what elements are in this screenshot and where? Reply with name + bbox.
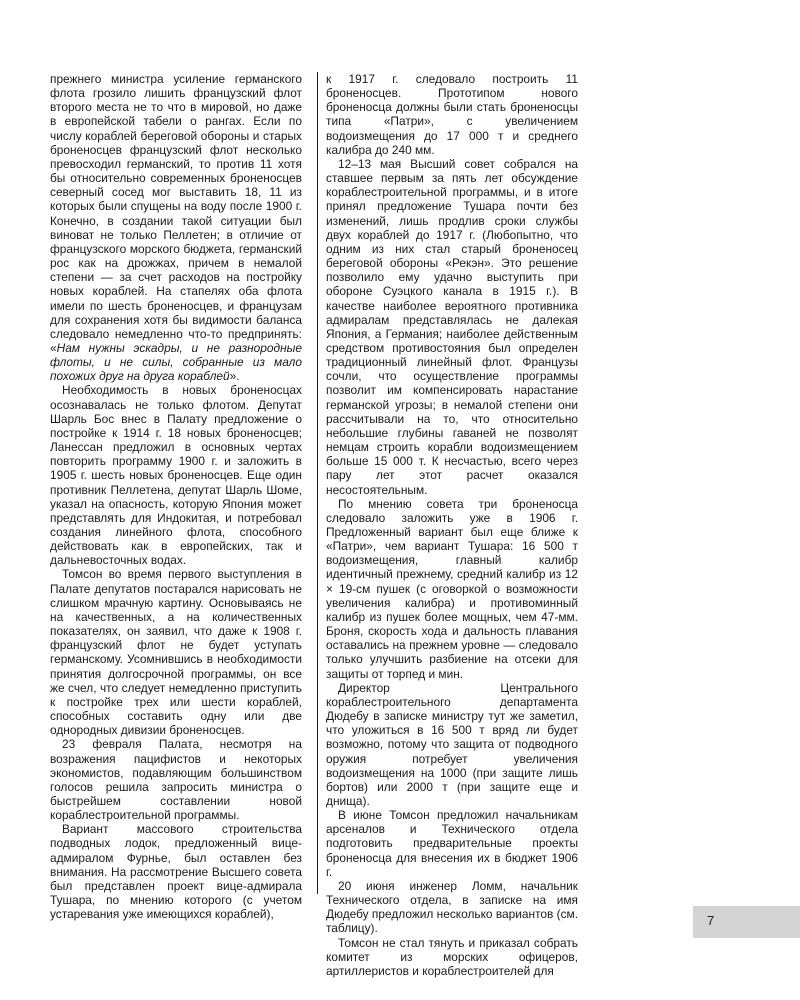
paragraph: 12–13 мая Высший совет собрался на ставшее первым за пять лет обсуждение кораблестроительной программы, и в итоге принял предложение Тушара почти без изменений, лишь продлив сроки службы двух кораблей до 1917 г. (Любопытно, что одним из них стал старый броненосец береговой обороны «Рекэн». Это решение позволило ему удачно выступить при обороне Суэцкого канала в 1915 г.). В качестве наиболее вероятного противника адмиралам представлялась не далекая Япония, а Германия; наиболее действенным средством противостояния был определен традиционный линейный флот. Французы сочли, что осуществление программы позволит им компенсировать нарастание германской угрозы; в немалой степени они рассчитывали на то, что относительно небольшие глубины гаваней не позволят немцам строить корабли водоизмещением больше 15 000 т. К несчастью, всего через пару лет этот расчет оказался несостоятельным.: [326, 156, 578, 497]
right-column: [326, 72, 578, 978]
paragraph: Томсон не стал тянуть и приказал собрать комитет из морских офицеров, артиллеристов и кораблестроителей для: [326, 935, 578, 978]
paragraph: к 1917 г. следовало построить 11 броненосцев. Прототипом нового броненосца должны были стать броненосцы типа «Патри», с увеличением водоизмещения до 17 000 т и среднего калибра до 240 мм.: [326, 72, 578, 157]
paragraph: Необходимость в новых броненосцах осознавалась не только флотом. Депутат Шарль Бос внес в Палату предложение о постройке к 1914 г. 18 новых броненосцев; Ланессан предложил в основных чертах повторить программу 1900 г. и заложить в 1905 г. шесть новых броненосцев. Еще один противник Пеллетена, депутат Шарль Шоме, указал на опасность, которую Япония может представлять для Индокитая, и потребовал создания линейного флота, способного действовать как в европейских, так и дальневосточных водах.: [50, 383, 302, 568]
paragraph: 20 июня инженер Ломм, начальник Технического отдела, в записке на имя Дюдебу предложил несколько вариантов (см. таблицу).: [326, 878, 579, 936]
paragraph: Директор Центрального кораблестроительного департамента Дюдебу в записке министру тут же заметил, что уложиться в 16 500 т вряд ли будет возможно, потому что защита от подводного оружия потребует увеличения водоизмещения на 1000 (при защите лишь бортов) или 2000 т (при защите еще и днища).: [326, 680, 578, 808]
paragraph: В июне Томсон предложил начальникам арсеналов и Технического отдела подготовить предварительные проекты броненосца для внесения их в бюджет 1906 г.: [326, 808, 578, 879]
paragraph: Томсон во время первого выступления в Палате депутатов постарался нарисовать не слишком мрачную картину. Основываясь не на качественных, а на количественных показателях, он заявил, что даже к 1908 г. французский флот не будет уступать германскому. Усомнившись в необходимости принятия долгосрочной программы, он все же счел, что следует немедленно приступить к постройке трех или шести кораблей, способных составить одну или две однородных дивизии броненосцев.: [50, 567, 302, 738]
paragraph: По мнению совета три броненосца следовало заложить уже в 1906 г. Предложенный вариант был еще ближе к «Патри», чем вариант Тушара: 16 500 т водоизмещения, главный калибр идентичный прежнему, средний калибр из 12 × 19-см пушек (с оговоркой о возможности увеличения калибра) и противоминный калибр из пушек более мощных, чем 47-мм. Броня, скорость хода и дальность плавания оставались на прежнем уровне — следовало только улучшить разбиение на отсеки для защиты от торпед и мин.: [326, 496, 578, 681]
paragraph: Вариант массового строительства подводных лодок, предложенный вице-адмиралом Фурнье, был оставлен без внимания. На рассмотрение Высшего совета был представлен проект вице-адмирала Тушара, по мнению которого (с учетом устаревания уже имеющихся кораблей),: [50, 822, 302, 922]
quote: Нам нужны эскадры, и не разнородные флоты, и не силы, собранные из мало похожих друг на друга кораблей: [50, 340, 302, 384]
paragraph: 23 февраля Палата, несмотря на возражения пацифистов и некоторых экономистов, подавляющим большинством голосов решила запросить министра о быстрейшем составлении новой кораблестроительной программы.: [50, 737, 302, 823]
paragraph: прежнего министра усиление германского флота грозило лишить французский флот второго места не то что в мировой, но даже в европейской табели о рангах. Если по числу кораблей береговой обороны и старых броненосцев французский флот несколько превосходил германский, то против 11 хотя бы относительно современных броненосцев северный сосед мог выставить 18, 11 из которых были спущены на воду после 1900 г. Конечно, в создании такой ситуации был виноват не только Пеллетен; в отличие от французского морского бюджета, германский рос как на дрожжах, причем в немалой степени — за счет расходов на постройку новых кораблей. На стапелях оба флота имели по шесть броненосцев, и французам для сохранения хотя бы видимости баланса следовало немедленно что-то предпринять: «Нам нужны эскадры, и не разнородные флоты, и не силы, собранные из мало похожих друг на друга кораблей».: [50, 72, 302, 384]
left-column: [50, 72, 302, 921]
page-number: 7: [707, 913, 715, 928]
column-divider: [317, 72, 318, 894]
